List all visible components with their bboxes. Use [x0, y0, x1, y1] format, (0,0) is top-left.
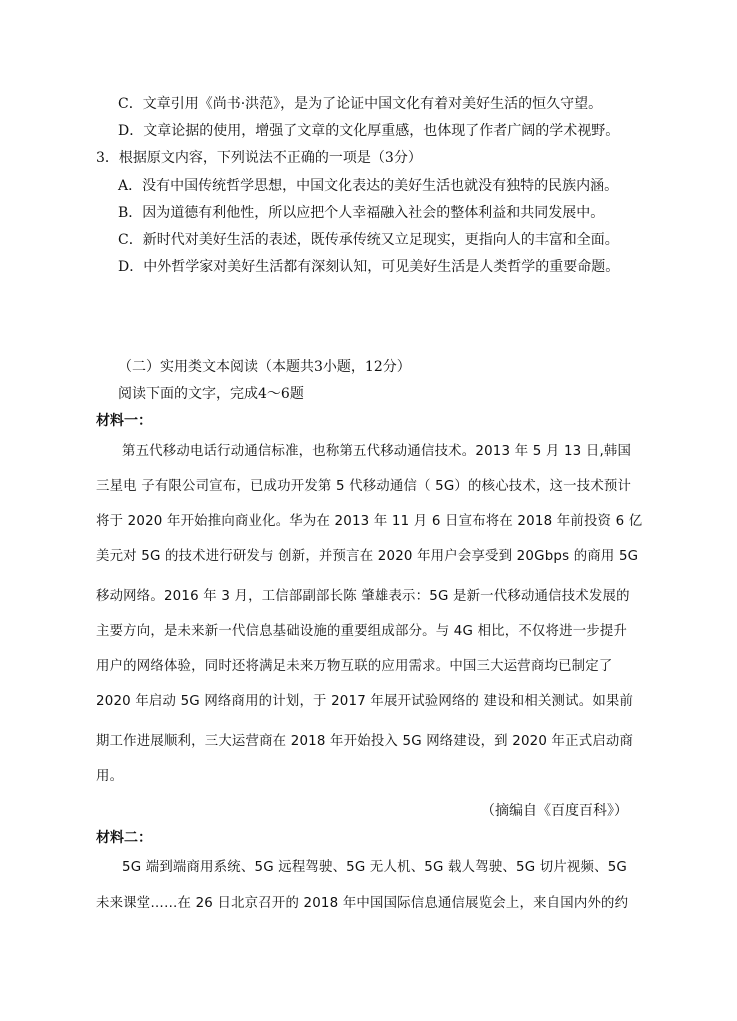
- source-note: （摘编自《百度百科》）: [481, 803, 628, 819]
- material-2-label: 材料二：: [96, 830, 152, 846]
- material-1-line: 美元对 5G 的技术进行研发与 创新，并预言在 2020 年用户会享受到 20Gbps 的商用 5G: [96, 549, 639, 564]
- question-3-option-b: B．因为道德有利他性，所以应把个人幸福融入社会的整体利益和共同发展中。: [118, 205, 605, 221]
- material-1-line: 2020 年启动 5G 网络商用的计划，于 2017 年展开试验网络的 建设和相关测试。如果前: [96, 694, 634, 709]
- material-1-line: 用。: [96, 769, 124, 784]
- option-d: D．文章论据的使用，增强了文章的文化厚重感，也体现了作者广阔的学术视野。: [118, 123, 620, 139]
- section-heading: （二）实用类文本阅读（本题共3小题，12分）: [118, 359, 411, 375]
- question-3-option-a: A．没有中国传统哲学思想，中国文化表达的美好生活也就没有独特的民族内涵。: [118, 178, 619, 194]
- question-3-option-c: C．新时代对美好生活的表述，既传承传统又立足现实，更指向人的丰富和全面。: [118, 232, 619, 248]
- material-1-line: 用户的网络体验，同时还将满足未来万物互联的应用需求。中国三大运营商均已制定了: [96, 659, 613, 674]
- material-1-line: 将于 2020 年开始推向商业化。华为在 2013 年 11 月 6 日宣布将在 2018 年前投资 6 亿: [96, 514, 643, 529]
- option-c: C．文章引用《尚书·洪范》，是为了论证中国文化有着对美好生活的恒久守望。: [118, 96, 603, 112]
- material-2-line: 未来课堂……在 26 日北京召开的 2018 年中国国际信息通信展览会上，来自国内外的约: [96, 896, 629, 911]
- material-1-line: 移动网络。2016 年 3 月，工信部副部长陈 肇雄表示：5G 是新一代移动通信技术发展的: [96, 589, 630, 604]
- section-instruction: 阅读下面的文字，完成4～6题: [118, 386, 304, 402]
- question-3: 3．根据原文内容，下列说法不正确的一项是（3分）: [96, 150, 422, 166]
- question-3-option-d: D．中外哲学家对美好生活都有深刻认知，可见美好生活是人类哲学的重要命题。: [118, 259, 620, 275]
- material-2-line: 5G 端到端商用系统、5G 远程驾驶、5G 无人机、5G 载人驾驶、5G 切片视频、5G: [122, 860, 628, 875]
- material-1-line: 主要方向，是未来新一代信息基础设施的重要组成部分。与 4G 相比，不仅将进一步提升: [96, 624, 628, 639]
- material-1-line: 期工作进展顺利，三大运营商在 2018 年开始投入 5G 网络建设，到 2020 年正式启动商: [96, 734, 634, 749]
- material-1-line: 三星电 子有限公司宣布，已成功开发第 5 代移动通信（ 5G）的核心技术，这一技术预计: [96, 479, 632, 494]
- material-1-label: 材料一：: [96, 413, 152, 429]
- material-1-line: 第五代移动电话行动通信标准，也称第五代移动通信技术。2013 年 5 月 13 日,韩国: [122, 444, 632, 459]
